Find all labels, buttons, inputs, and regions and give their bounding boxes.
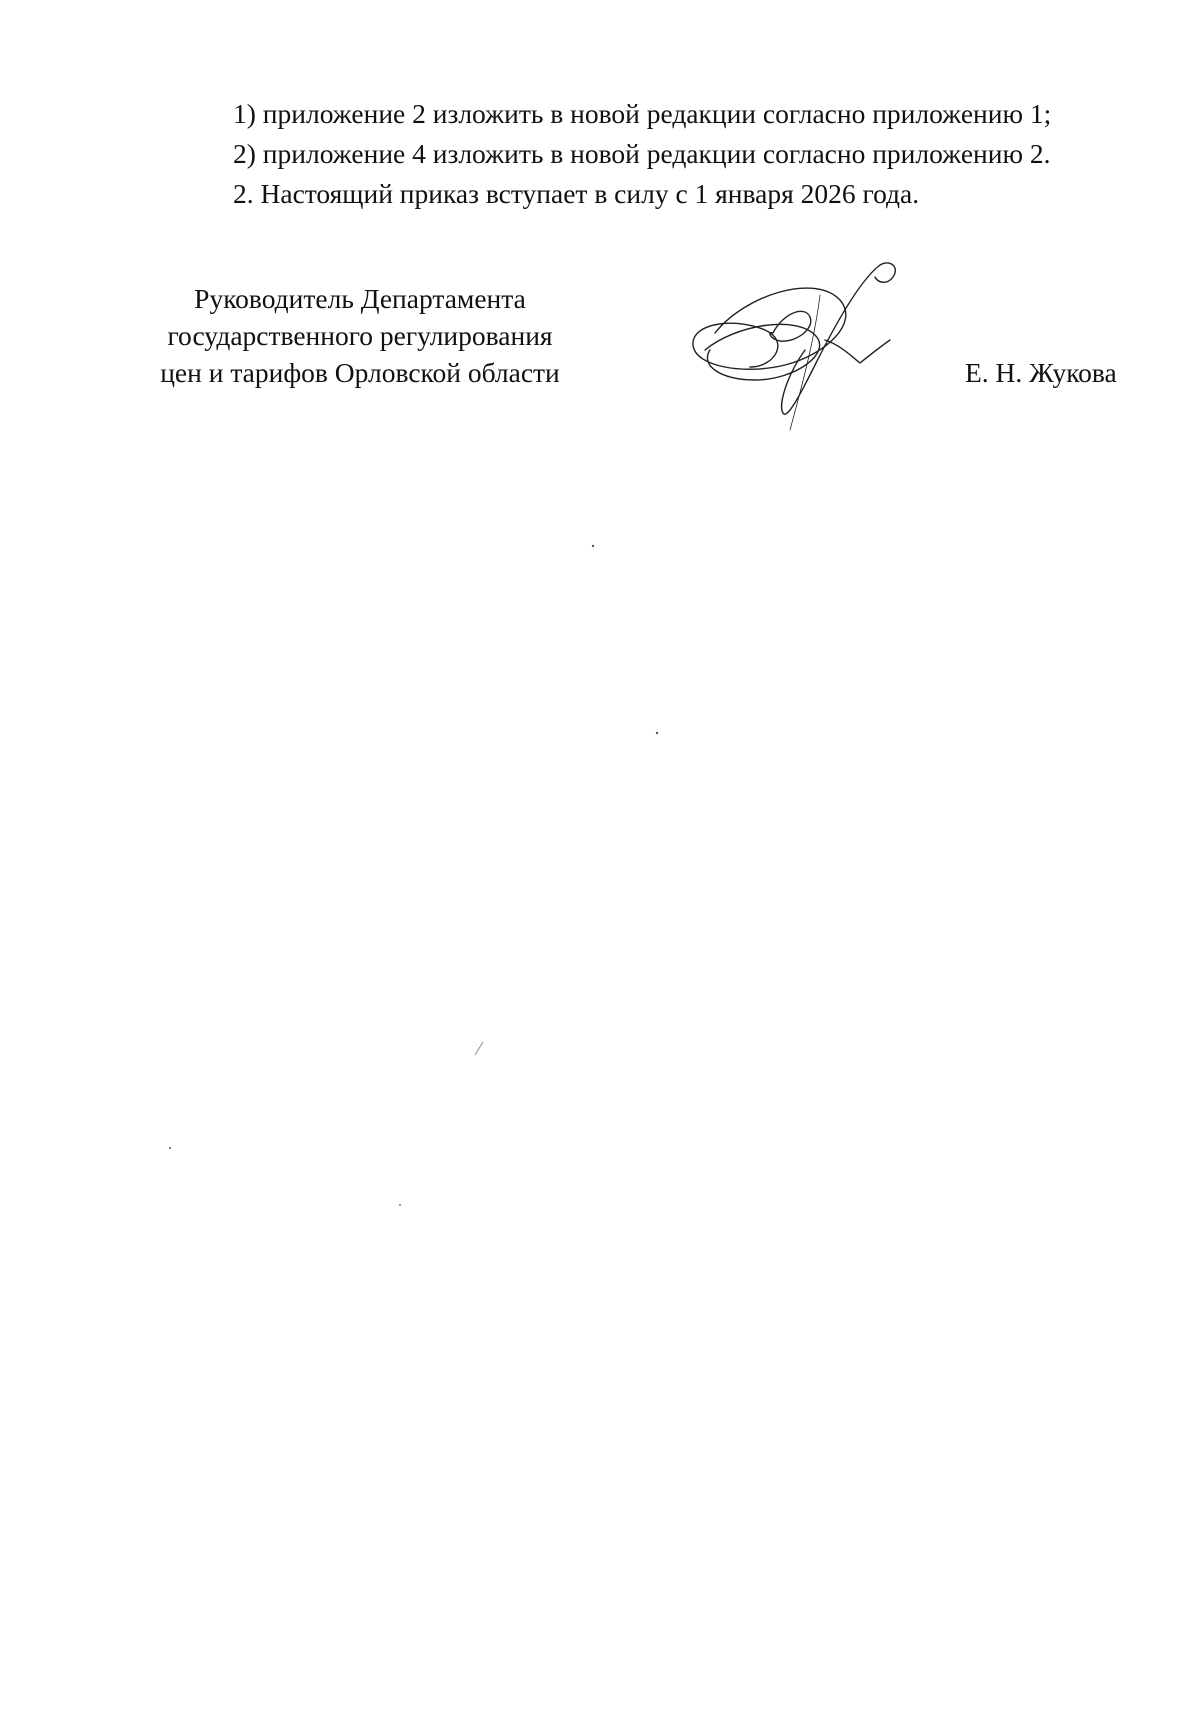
effective-date-clause: 2. Настоящий приказ вступает в силу с 1 января 2026 года. (233, 178, 920, 209)
signer-position-line: государственного регулирования (167, 320, 553, 351)
handwritten-signature (675, 255, 915, 435)
document-body (233, 94, 1133, 214)
signer-position (140, 280, 580, 391)
signer-position-line: Руководитель Департамента (194, 283, 526, 314)
signer-name: Е. Н. Жукова (965, 357, 1117, 388)
signer-position-line: цен и тарифов Орловской области (160, 357, 560, 388)
amendment-item-1: 1) приложение 2 изложить в новой редакции согласно приложению 1; (233, 98, 1052, 129)
amendment-item-2: 2) приложение 4 изложить в новой редакции согласно приложению 2. (233, 138, 1051, 169)
